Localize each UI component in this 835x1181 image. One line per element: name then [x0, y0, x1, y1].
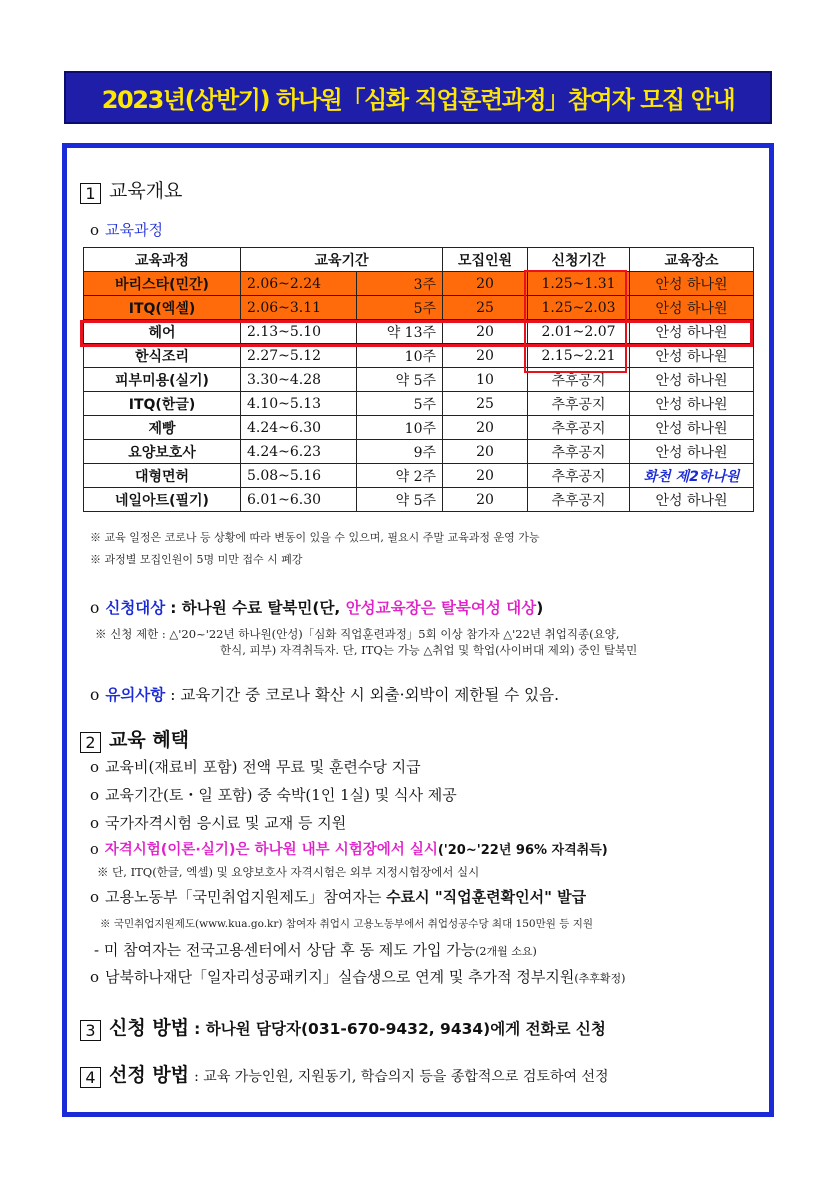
benefit-text: - 미 참여자는 전국고용센터에서 상담 후 동 제도 가입 가능	[94, 941, 476, 959]
table-cell-course: 바리스타(민간)	[84, 272, 241, 296]
benefit-text: 남북하나재단「일자리성공패키지」실습생으로 연계 및 추가적 정부지원	[105, 968, 575, 986]
bullet: o	[90, 599, 100, 617]
table-cell-course: 제빵	[84, 416, 241, 440]
target-highlight: 안성교육장은 탈북여성 대상	[345, 599, 537, 617]
bullet: o	[90, 842, 99, 858]
table-cell-weeks: 약 13주	[357, 320, 443, 344]
benefit-item	[90, 886, 586, 907]
table-cell-weeks: 10주	[357, 416, 443, 440]
table-row	[84, 464, 754, 488]
benefit-item	[90, 838, 608, 859]
table-cell-weeks: 5주	[357, 392, 443, 416]
table-cell-apply: 2.01~2.07	[528, 320, 630, 344]
table-cell-weeks: 3주	[357, 272, 443, 296]
table-cell-course: 피부미용(실기)	[84, 368, 241, 392]
bullet: o	[90, 888, 100, 906]
table-cell-weeks: 약 2주	[357, 464, 443, 488]
bullet: o	[90, 814, 100, 832]
table-cell-period: 4.24~6.23	[241, 440, 357, 464]
table-cell-period: 6.01~6.30	[241, 488, 357, 512]
benefit-dash-item	[94, 939, 537, 960]
table-cell-period: 3.30~4.28	[241, 368, 357, 392]
benefit-note: ※ 단, ITQ(한글, 엑셀) 및 요양보호사 자격시험은 외부 지정시험장에서 실시	[97, 865, 480, 879]
benefit-item	[90, 756, 421, 777]
section-title: 교육 혜택	[109, 729, 190, 751]
section-4-header	[80, 1060, 609, 1088]
table-cell-weeks: 9주	[357, 440, 443, 464]
section-title: 교육개요	[109, 180, 183, 202]
table-row	[84, 440, 754, 464]
table-cell-apply: 2.15~2.21	[528, 344, 630, 368]
restrict-note-2: 한식, 피부) 자격취득자. 단, ITQ는 가능 △취업 및 학업(사이버대 제외) 중인 탈북민	[220, 643, 638, 657]
table-cell-place: 안성 하나원	[630, 368, 754, 392]
section-3-header	[80, 1013, 606, 1041]
table-cell-apply: 추후공지	[528, 392, 630, 416]
table-cell-course: 요양보호사	[84, 440, 241, 464]
benefit-item	[90, 966, 625, 987]
table-cell-count: 10	[443, 368, 528, 392]
table-row	[84, 272, 754, 296]
table-note: ※ 과정별 모집인원이 5명 미만 접수 시 폐강	[90, 553, 303, 566]
table-cell-count: 25	[443, 296, 528, 320]
header-cell: 모집인원	[443, 248, 528, 272]
table-note: ※ 교육 일정은 코로나 등 상황에 따라 변동이 있을 수 있으며, 필요시 주말 교육과정 운영 가능	[90, 531, 540, 544]
hair-row-highlight	[80, 320, 753, 347]
caution-line	[90, 683, 559, 705]
target-close: )	[536, 599, 544, 617]
table-cell-period: 2.06~2.24	[241, 272, 357, 296]
table-row	[84, 416, 754, 440]
table-cell-place: 안성 하나원	[630, 488, 754, 512]
section-number: 3	[80, 1020, 101, 1041]
table-header-row	[84, 248, 754, 272]
bullet: o	[90, 968, 100, 986]
table-cell-weeks: 5주	[357, 296, 443, 320]
benefit-item	[90, 812, 346, 833]
caution-text: : 교육기간 중 코로나 확산 시 외출·외박이 제한될 수 있음.	[170, 686, 560, 704]
section-title: 신청 방법	[109, 1017, 190, 1039]
section-number: 4	[80, 1067, 101, 1088]
bullet: o	[90, 221, 100, 239]
section-title: 선정 방법	[109, 1064, 190, 1086]
table-cell-course: 한식조리	[84, 344, 241, 368]
caution-label: 유의사항	[105, 686, 166, 704]
section-text: : 교육 가능인원, 지원동기, 학습의지 등을 종합적으로 검토하여 선정	[194, 1069, 609, 1085]
table-cell-course: 헤어	[84, 320, 241, 344]
table-row	[84, 344, 754, 368]
section-text: : 하나원 담당자(031-670-9432, 9434)에게 전화로 신청	[194, 1020, 606, 1038]
table-cell-place: 화천 제2하나원	[630, 464, 754, 488]
table-cell-course: 대형면허	[84, 464, 241, 488]
table-row	[84, 392, 754, 416]
table-cell-apply: 추후공지	[528, 464, 630, 488]
table-row	[84, 488, 754, 512]
table-cell-weeks: 약 5주	[357, 368, 443, 392]
target-line	[90, 596, 543, 618]
course-label: 교육과정	[105, 221, 163, 239]
section-2-header	[80, 725, 189, 753]
title-banner	[64, 71, 772, 124]
section-number: 1	[80, 183, 101, 204]
benefit-highlight: 자격시험(이론·실기)은 하나원 내부 시험장에서 실시	[104, 842, 438, 858]
table-cell-place: 안성 하나원	[630, 344, 754, 368]
table-cell-place: 안성 하나원	[630, 440, 754, 464]
page-title: 2023년(상반기) 하나원「심화 직업훈련과정」참여자 모집 안내	[101, 86, 735, 114]
bullet: o	[90, 786, 100, 804]
table-cell-apply: 추후공지	[528, 416, 630, 440]
bullet: o	[90, 758, 100, 776]
course-sublabel	[90, 219, 163, 240]
table-cell-weeks: 10주	[357, 344, 443, 368]
bullet: o	[90, 686, 100, 704]
table-cell-apply: 추후공지	[528, 368, 630, 392]
table-cell-period: 4.10~5.13	[241, 392, 357, 416]
table-cell-place: 안성 하나원	[630, 416, 754, 440]
table-cell-period: 5.08~5.16	[241, 464, 357, 488]
table-cell-place: 안성 하나원	[630, 392, 754, 416]
table-cell-place: 안성 하나원	[630, 272, 754, 296]
header-cell: 신청기간	[528, 248, 630, 272]
table-cell-course: ITQ(한글)	[84, 392, 241, 416]
table-cell-course: ITQ(엑셀)	[84, 296, 241, 320]
table-cell-count: 25	[443, 392, 528, 416]
section-1-header	[80, 176, 182, 204]
table-row	[84, 296, 754, 320]
table-cell-count: 20	[443, 416, 528, 440]
table-cell-period: 4.24~6.30	[241, 416, 357, 440]
benefit-text: 고용노동부「국민취업지원제도」참여자는	[105, 888, 387, 906]
table-cell-period: 2.06~3.11	[241, 296, 357, 320]
table-cell-count: 20	[443, 464, 528, 488]
header-cell: 교육과정	[84, 248, 241, 272]
table-cell-count: 20	[443, 488, 528, 512]
benefit-bold: 수료시 "직업훈련확인서" 발급	[386, 888, 587, 906]
header-cell: 교육기간	[241, 248, 443, 272]
table-cell-apply: 1.25~1.31	[528, 272, 630, 296]
section-number: 2	[80, 732, 101, 753]
table-cell-place: 안성 하나원	[630, 320, 754, 344]
table-cell-count: 20	[443, 344, 528, 368]
table-cell-count: 20	[443, 320, 528, 344]
table-cell-weeks: 약 5주	[357, 488, 443, 512]
benefit-text: 교육비(재료비 포함) 전액 무료 및 훈련수당 지급	[105, 758, 421, 776]
benefit-text: 교육기간(토・일 포함) 중 숙박(1인 1실) 및 식사 제공	[105, 786, 457, 804]
table-cell-period: 2.27~5.12	[241, 344, 357, 368]
benefit-item	[90, 784, 457, 805]
benefit-note: ※ 국민취업지원제도(www.kua.go.kr) 참여자 취업시 고용노동부에서 취업성공수당 최대 150만원 등 지원	[100, 918, 593, 930]
table-cell-apply: 추후공지	[528, 488, 630, 512]
course-table	[83, 247, 754, 512]
table-cell-place: 안성 하나원	[630, 296, 754, 320]
table-cell-course: 네일아트(필기)	[84, 488, 241, 512]
restrict-note-1: ※ 신청 제한 : △'20~'22년 하나원(안성)「심화 직업훈련과정」5회 이상 참가자 △'22년 취업직종(요양,	[95, 627, 620, 641]
table-cell-apply: 추후공지	[528, 440, 630, 464]
table-cell-apply: 1.25~2.03	[528, 296, 630, 320]
target-label: 신청대상	[105, 599, 166, 617]
benefit-tail: ('20~'22년 96% 자격취득)	[437, 843, 608, 858]
table-row	[84, 368, 754, 392]
benefit-small: (2개월 소요)	[475, 945, 537, 958]
table-cell-count: 20	[443, 440, 528, 464]
header-cell: 교육장소	[630, 248, 754, 272]
target-text: : 하나원 수료 탈북민(단,	[170, 599, 346, 617]
benefit-text: 국가자격시험 응시료 및 교재 등 지원	[105, 814, 347, 832]
table-cell-count: 20	[443, 272, 528, 296]
table-cell-period: 2.13~5.10	[241, 320, 357, 344]
benefit-small: (추후확정)	[574, 972, 626, 985]
